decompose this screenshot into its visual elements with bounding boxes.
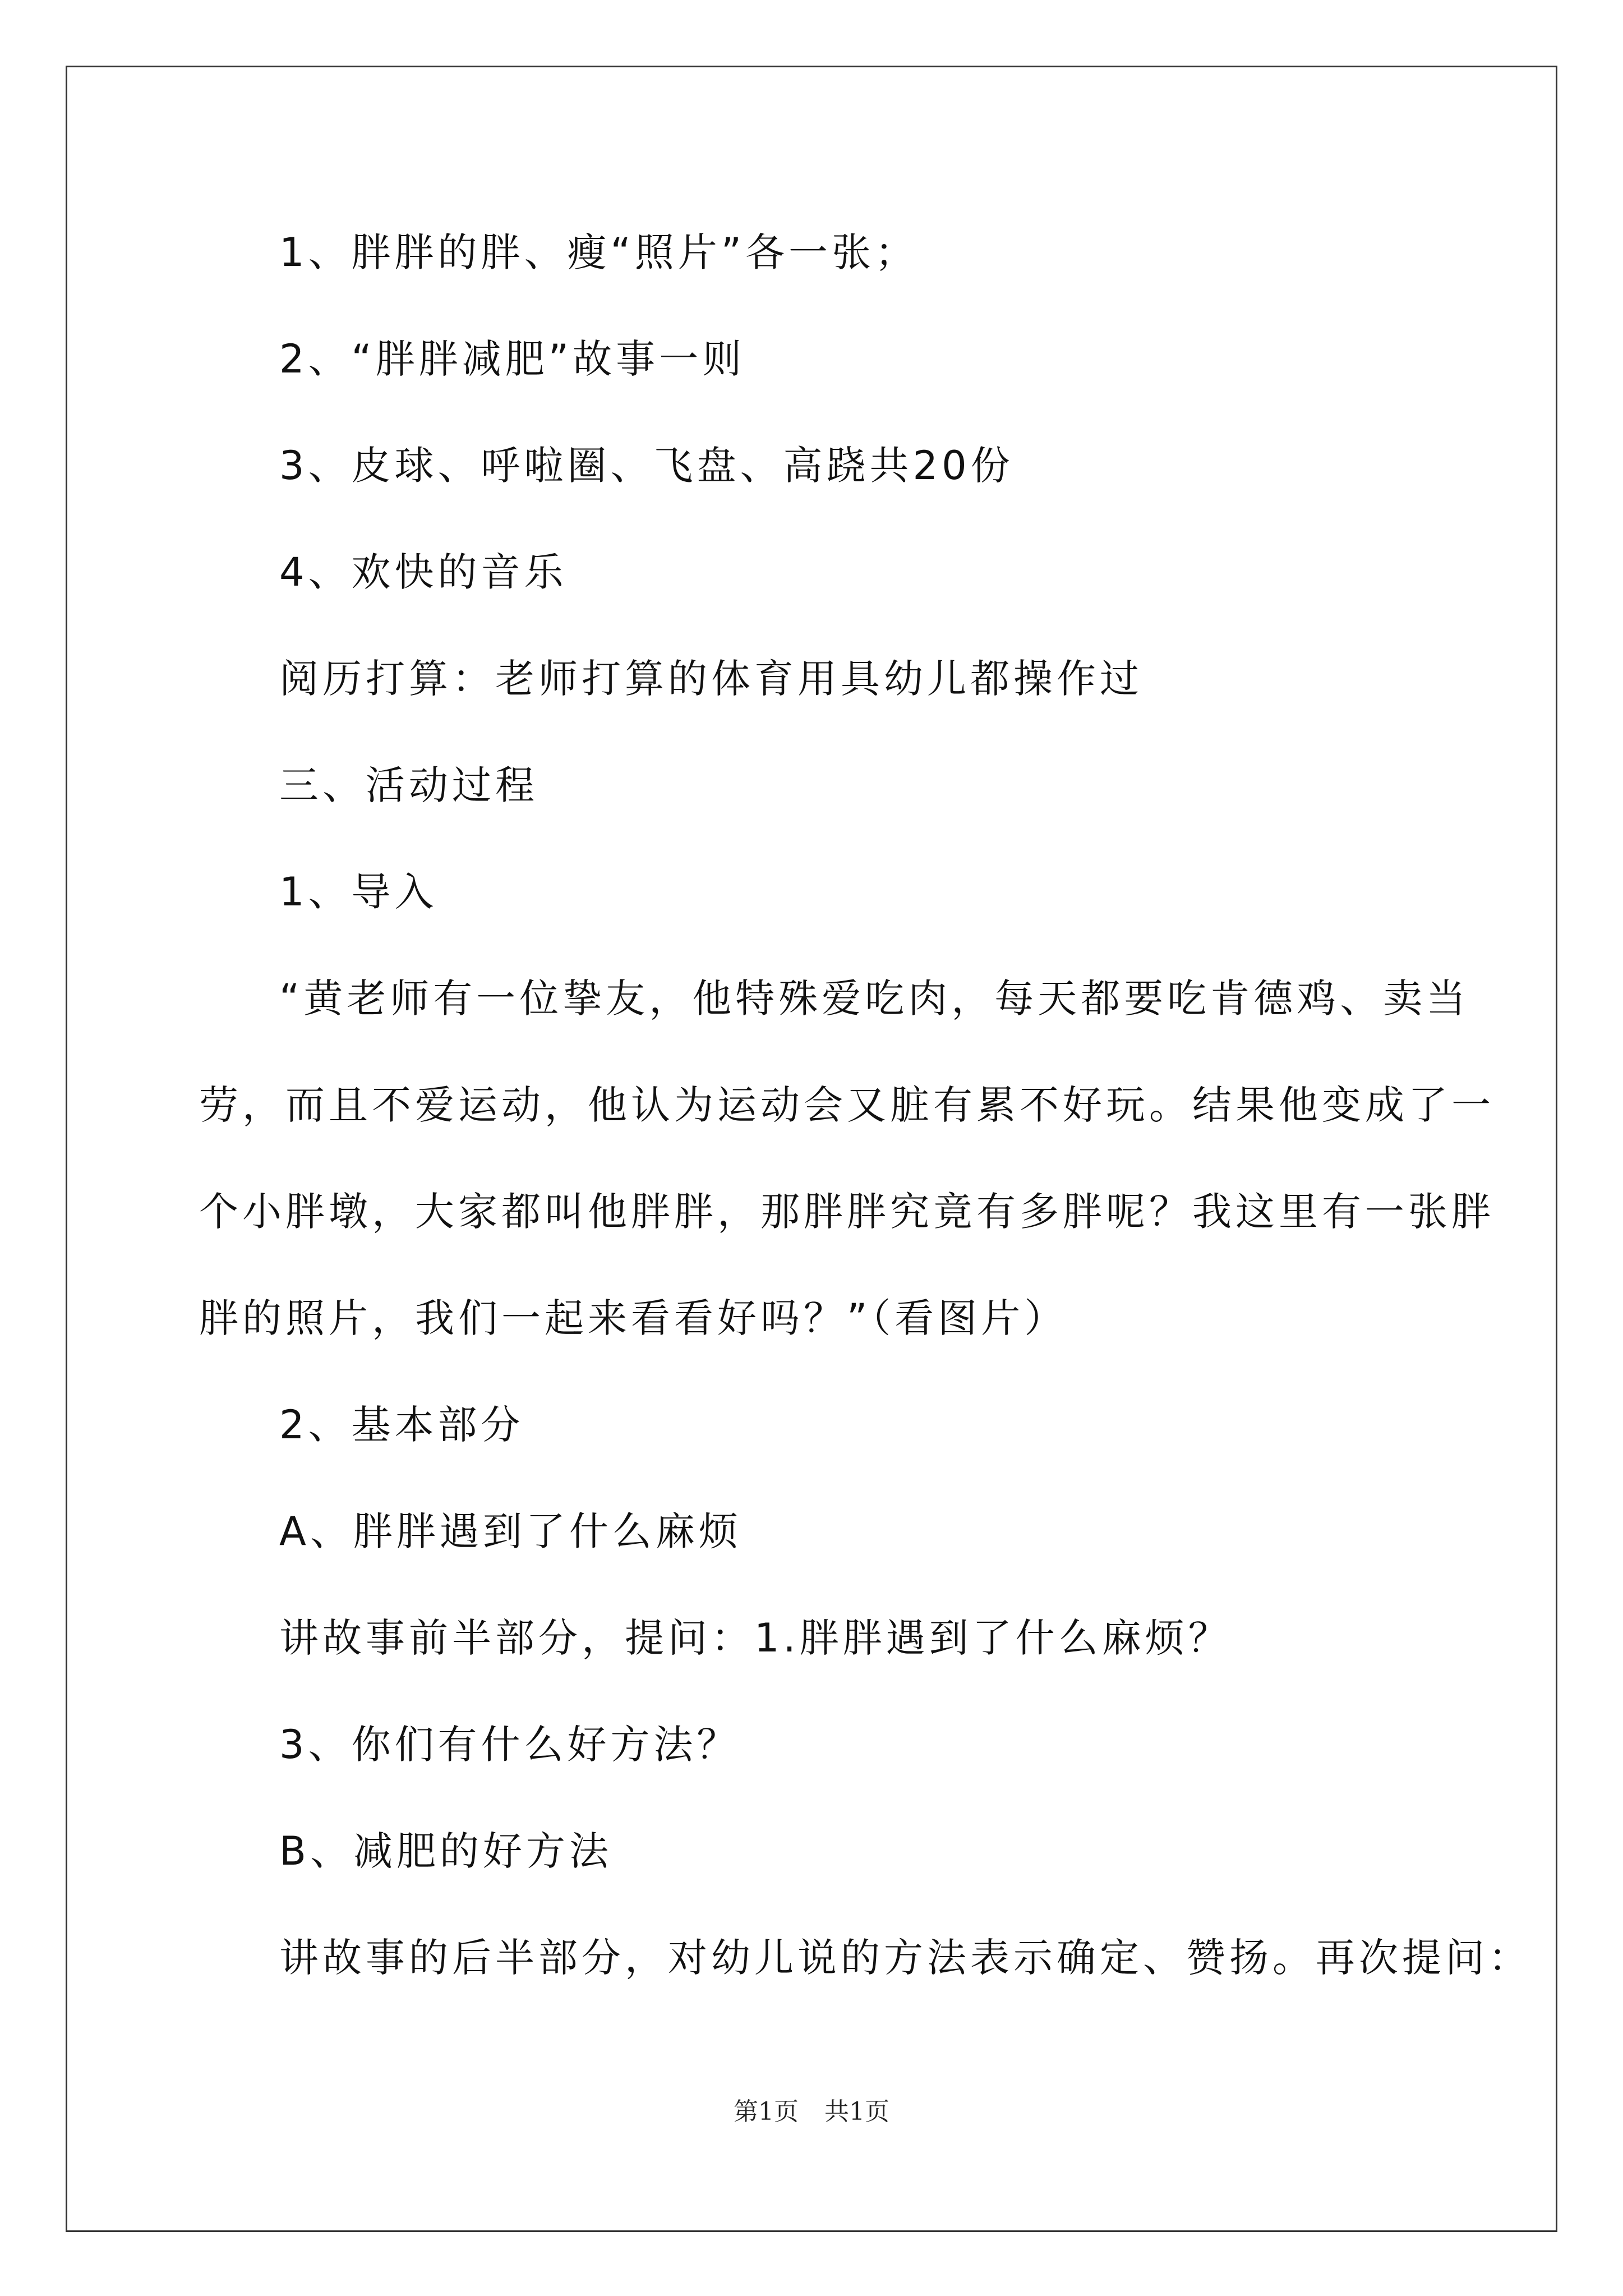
text-line-15: 3、你们有什么好方法？: [279, 1722, 740, 1768]
text-line-1: 1、胖胖的胖、瘦“照片”各一张；: [279, 229, 919, 275]
section-heading: 三、活动过程: [279, 762, 538, 808]
paragraph-line-4: 胖的照片，我们一起来看看好吗？”（看图片）: [199, 1295, 1068, 1341]
text-line-14: 讲故事前半部分，提问：1.胖胖遇到了什么麻烦？: [279, 1615, 1232, 1661]
text-line-16: B、减肥的好方法: [279, 1828, 613, 1874]
text-line-5: 阅历打算：老师打算的体育用具幼儿都操作过: [279, 656, 1143, 702]
text-line-13: A、胖胖遇到了什么麻烦: [279, 1508, 742, 1554]
text-line-3: 3、皮球、呼啦圈、飞盘、高跷共20份: [279, 443, 1014, 489]
paragraph-line-2: 劳，而且不爱运动，他认为运动会又脏有累不好玩。结果他变成了一: [199, 1082, 1495, 1128]
page-number-total: 共1页: [824, 2097, 889, 2126]
page-number-current: 第1页: [734, 2097, 799, 2126]
text-line-7: 1、导入: [279, 869, 438, 915]
text-line-4: 4、欢快的音乐: [279, 549, 568, 595]
text-line-17: 讲故事的后半部分，对幼儿说的方法表示确定、赞扬。再次提问：: [279, 1935, 1532, 1981]
text-line-12: 2、基本部分: [279, 1402, 524, 1448]
page-footer: [0, 2098, 1623, 2126]
paragraph-line-3: 个小胖墩，大家都叫他胖胖，那胖胖究竟有多胖呢？我这里有一张胖: [199, 1189, 1495, 1235]
text-line-2: 2、“胖胖减肥”故事一则: [279, 336, 746, 382]
paragraph-line-1: “黄老师有一位挚友，他特殊爱吃肉，每天都要吃肯德鸡、卖当: [279, 976, 1470, 1022]
page-border: [66, 66, 1557, 2232]
